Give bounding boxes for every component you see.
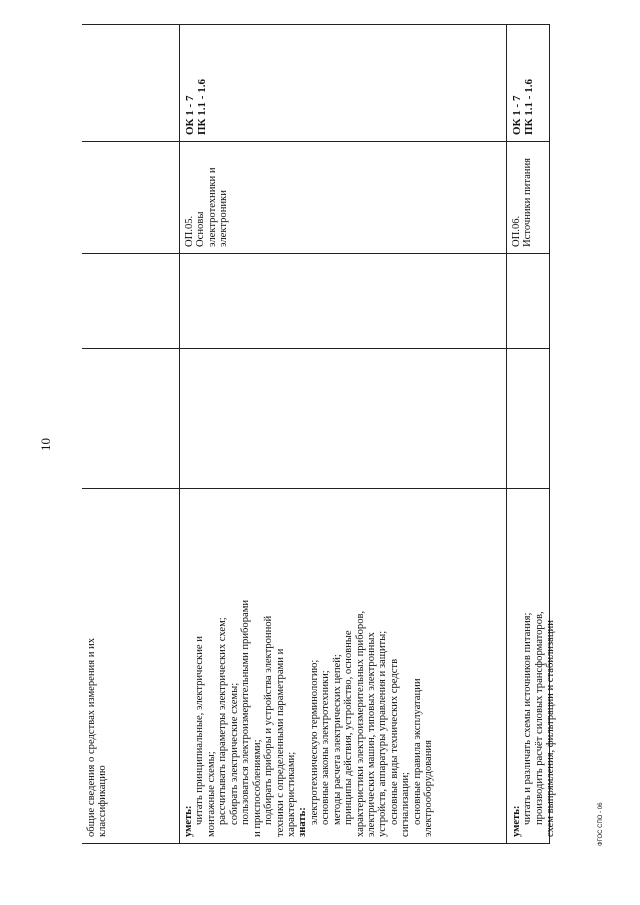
requirement-heading: уметь:	[183, 805, 194, 837]
requirement-line: электротехническую терминологию;	[308, 659, 320, 825]
requirement-line: подбирать приборы и устройства электронной	[263, 615, 275, 825]
requirement-heading: знать:	[297, 807, 309, 837]
discipline-cell	[507, 141, 549, 253]
requirements-cell	[82, 488, 179, 843]
requirement-line: техники с определенными параметрами и	[274, 648, 286, 837]
empty-cell	[180, 253, 506, 348]
requirement-line: общие сведения о средствах измерения и их	[86, 637, 97, 837]
document-table-viewport	[82, 24, 557, 844]
requirement-line: принципы действия, устройство, основные	[343, 630, 355, 825]
discipline-name: ОП.06. Источники питания	[511, 157, 534, 247]
empty-cell	[82, 253, 179, 348]
discipline-cell	[180, 141, 506, 253]
requirement-line: характеристиками;	[285, 751, 297, 837]
requirement-heading: уметь:	[511, 805, 522, 837]
discipline-name: ОП.05. Основы электротехники и электроники	[184, 167, 230, 247]
requirement-line: сигнализации;	[400, 772, 412, 837]
competency-codes: ОК 1 - 7 ПК 1.1 - 1.6	[184, 79, 209, 135]
requirement-line: рассчитывать параметры электрических схем;	[217, 617, 229, 825]
requirement-line: и приспособлениями;	[251, 739, 263, 837]
competency-cell	[82, 23, 179, 141]
footer-document-code: ФГОС СПО - 06	[598, 802, 604, 846]
requirement-line: электрооборудования	[423, 740, 435, 837]
requirement-line: собирать электрические схемы;	[228, 682, 240, 825]
empty-cell	[82, 348, 179, 488]
page-number: 10	[38, 438, 53, 451]
requirement-line: основные виды технических средств	[388, 658, 400, 825]
competency-cell	[180, 23, 506, 141]
requirement-line: устройств, аппаратуры управления и защиты;	[377, 630, 389, 837]
requirement-line: схем выпрямления, фильтрации и стабилизации	[545, 620, 557, 837]
competency-codes: ОК 1 - 7 ПК 1.1 - 1.6	[511, 79, 536, 135]
table-row	[82, 25, 179, 843]
empty-cell	[507, 253, 549, 348]
requirement-line: монтажные схемы;	[205, 751, 217, 837]
requirement-line: читать принципиальные, электрические и	[194, 636, 206, 825]
requirements-cell	[507, 488, 557, 843]
discipline-cell	[82, 141, 179, 253]
requirement-line: читать и различать схемы источников питания;	[522, 612, 534, 825]
empty-cell	[507, 348, 549, 488]
requirement-line: методы расчета электрических цепей;	[331, 654, 343, 825]
requirement-line: пользоваться электроизмерительными приборами	[240, 599, 252, 825]
requirement-line: классификацию	[97, 765, 109, 837]
requirement-line: электрических машин, типовых электронных	[366, 632, 377, 837]
empty-cell	[180, 348, 506, 488]
requirements-cell	[180, 488, 506, 843]
requirement-line: основные правила эксплуатации	[411, 678, 423, 825]
table-row	[506, 25, 557, 843]
table-row	[179, 25, 506, 843]
requirement-line: производить расчёт силовых трансформаторов,	[533, 611, 545, 825]
requirement-line: характеристики электроизмерительных приборов,	[354, 610, 366, 837]
rotated-competency-table	[82, 24, 557, 844]
competency-cell	[507, 23, 549, 141]
requirement-line: основные законы электротехники;	[320, 670, 332, 825]
